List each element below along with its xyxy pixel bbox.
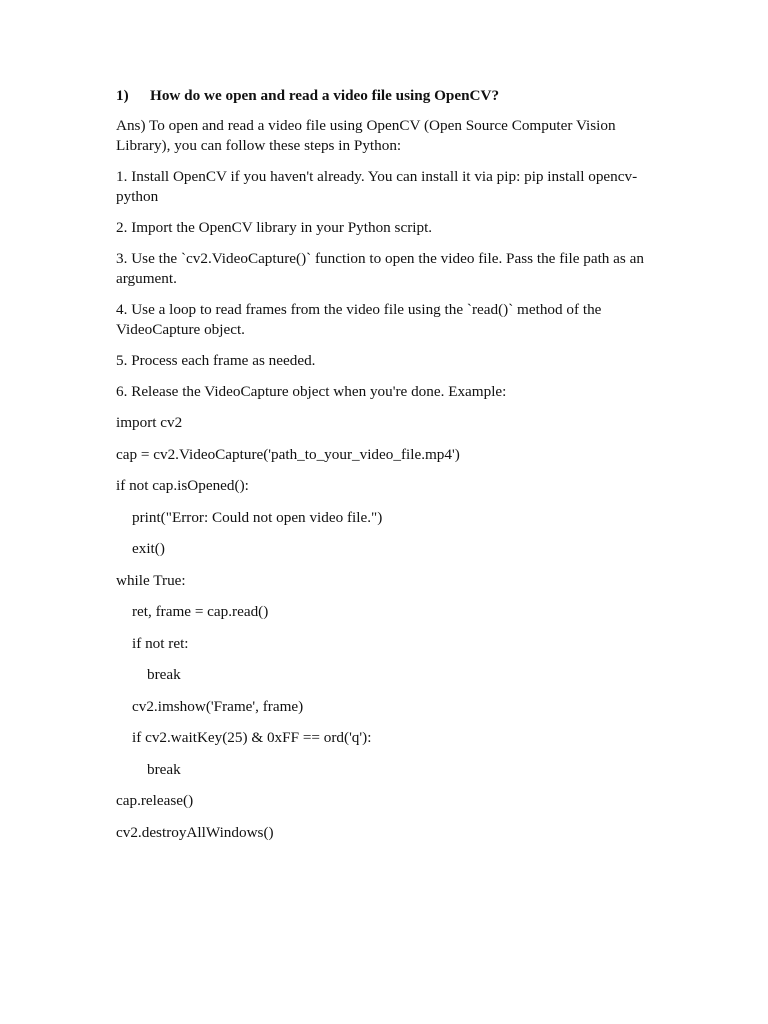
- step-6: 6. Release the VideoCapture object when you're done. Example:: [116, 383, 507, 400]
- step-2: 2. Import the OpenCV library in your Python script.: [116, 219, 433, 236]
- code-line: cap.release(): [116, 792, 194, 809]
- document-content: [116, 86, 661, 854]
- question-number: 1): [116, 87, 129, 104]
- code-line: print("Error: Could not open video file."): [132, 508, 383, 526]
- code-line: exit(): [132, 540, 165, 557]
- code-line: if not cap.isOpened():: [116, 477, 249, 494]
- step-4: 4. Use a loop to read frames from the video file using the `read()` method of the VideoCapture object.: [116, 301, 602, 338]
- code-line: break: [147, 666, 181, 683]
- code-line: cv2.imshow('Frame', frame): [132, 697, 304, 715]
- code-line: if cv2.waitKey(25) & 0xFF == ord('q'):: [132, 729, 372, 746]
- code-line: break: [147, 760, 181, 778]
- code-line: import cv2: [116, 414, 183, 431]
- code-line: cv2.destroyAllWindows(): [116, 823, 274, 841]
- step-1: 1. Install OpenCV if you haven't already. You can install it via pip: pip install opencv-python: [116, 168, 638, 205]
- step-5: 5. Process each frame as needed.: [116, 352, 316, 369]
- code-example: [116, 413, 661, 854]
- answer-intro: Ans) To open and read a video file using OpenCV (Open Source Computer Vision Library), you can follow these steps in Python:: [116, 117, 616, 154]
- question-heading: [116, 86, 661, 106]
- code-line: if not ret:: [132, 634, 189, 652]
- question-title: How do we open and read a video file using OpenCV?: [150, 87, 500, 104]
- step-3: 3. Use the `cv2.VideoCapture()` function to open the video file. Pass the file path as an argument.: [116, 250, 644, 287]
- code-line: cap = cv2.VideoCapture('path_to_your_video_file.mp4'): [116, 445, 460, 463]
- code-line: while True:: [116, 571, 186, 589]
- code-line: ret, frame = cap.read(): [132, 603, 269, 620]
